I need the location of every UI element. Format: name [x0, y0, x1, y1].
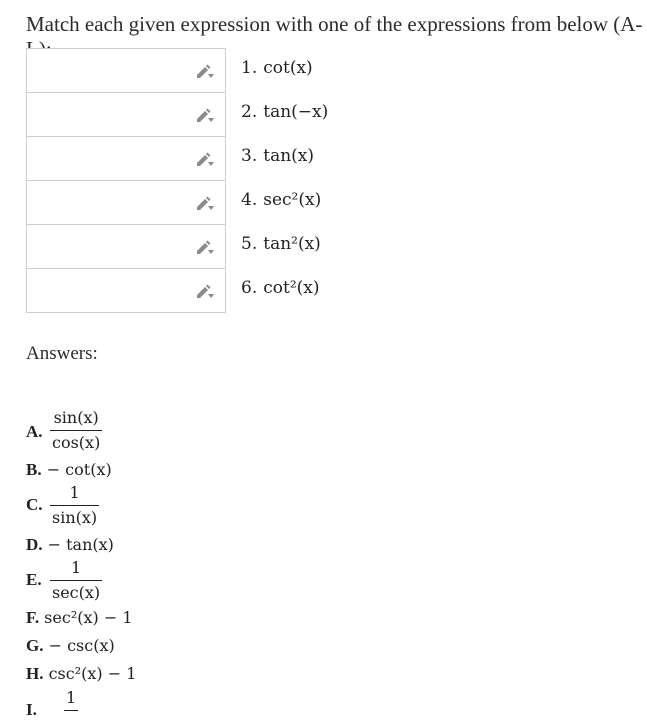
- item-label-6: [241, 278, 320, 298]
- item-number: 4.: [241, 190, 258, 210]
- option-letter: B.: [26, 460, 42, 479]
- fraction-numerator: sin(x): [50, 406, 102, 431]
- item-expression: sec²(x): [263, 190, 322, 210]
- match-row-6: [26, 268, 626, 312]
- pencil-dropdown-icon[interactable]: [195, 195, 215, 211]
- question-prompt: Match each given expression with one of the expressions from below (A-: [26, 12, 643, 36]
- item-expression: tan(−x): [263, 102, 329, 122]
- match-row-1: [26, 48, 626, 92]
- fraction-denominator: cos(x): [52, 433, 101, 452]
- answer-option-h: [26, 664, 136, 684]
- item-expression: tan(x): [263, 146, 315, 166]
- fraction: [64, 686, 78, 711]
- match-rows: [26, 48, 626, 312]
- item-number: 5.: [241, 234, 258, 254]
- item-expression: tan²(x): [263, 234, 321, 254]
- item-expression: cot²(x): [263, 278, 320, 298]
- fraction: [50, 406, 102, 455]
- option-letter: G.: [26, 636, 44, 655]
- match-row-5: [26, 224, 626, 268]
- option-letter: F.: [26, 608, 40, 627]
- option-letter: D.: [26, 535, 43, 554]
- item-label-5: [241, 234, 321, 254]
- pencil-dropdown-icon[interactable]: [195, 151, 215, 167]
- item-label-4: [241, 190, 321, 210]
- fraction-denominator: sec(x): [52, 583, 101, 602]
- option-letter: C.: [26, 495, 43, 514]
- match-row-3: [26, 136, 626, 180]
- pencil-dropdown-icon[interactable]: [195, 239, 215, 255]
- option-letter: I.: [26, 700, 37, 719]
- answer-input-4[interactable]: [26, 180, 226, 224]
- answer-input-5[interactable]: [26, 224, 226, 268]
- fraction-numerator: 1: [64, 686, 78, 711]
- match-row-4: [26, 180, 626, 224]
- pencil-dropdown-icon[interactable]: [195, 107, 215, 123]
- fraction-denominator: sin(x): [52, 508, 98, 527]
- answer-option-f: [26, 608, 133, 628]
- item-number: 3.: [241, 146, 258, 166]
- option-letter: E.: [26, 570, 42, 589]
- answer-option-d: [26, 535, 114, 555]
- option-letter: H.: [26, 664, 44, 683]
- fraction-numerator: 1: [50, 481, 99, 506]
- answers-heading: Answers:: [26, 343, 98, 364]
- answer-input-3[interactable]: [26, 136, 226, 180]
- option-expression: − tan(x): [47, 535, 114, 554]
- item-label-2: [241, 102, 328, 122]
- pencil-dropdown-icon[interactable]: [195, 63, 215, 79]
- answer-input-2[interactable]: [26, 92, 226, 136]
- option-expression: − cot(x): [46, 460, 112, 479]
- option-expression: − csc(x): [48, 636, 115, 655]
- answer-input-1[interactable]: [26, 48, 226, 92]
- pencil-dropdown-icon[interactable]: [195, 283, 215, 299]
- fraction: [50, 556, 102, 605]
- item-number: 6.: [241, 278, 258, 298]
- answer-input-6[interactable]: [26, 268, 226, 313]
- match-row-2: [26, 92, 626, 136]
- fraction-numerator: 1: [50, 556, 102, 581]
- option-letter: A.: [26, 422, 43, 441]
- item-expression: cot(x): [263, 58, 313, 78]
- item-label-3: [241, 146, 314, 166]
- fraction: [50, 481, 99, 530]
- item-number: 2.: [241, 102, 258, 122]
- item-label-1: [241, 58, 313, 78]
- option-expression: csc²(x) − 1: [48, 664, 137, 683]
- item-number: 1.: [241, 58, 258, 78]
- answer-option-g: [26, 636, 115, 656]
- option-expression: sec²(x) − 1: [44, 608, 133, 627]
- answer-option-b: [26, 460, 112, 480]
